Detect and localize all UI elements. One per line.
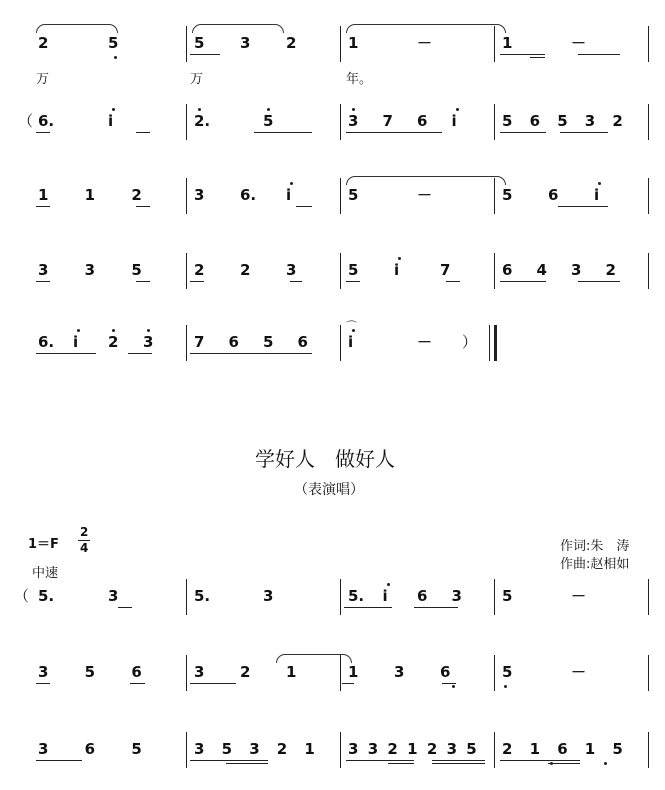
note: 2	[108, 333, 119, 351]
note: 5	[502, 587, 513, 605]
lyricist-credit: 作词:朱 涛	[560, 539, 630, 554]
close-paren-intro: ）	[462, 333, 478, 351]
note: 6	[502, 261, 513, 279]
high-octave-dot	[290, 182, 293, 185]
note: 1	[304, 740, 315, 758]
bar-line	[186, 253, 187, 289]
high-octave-dot	[352, 108, 355, 111]
beam-underline	[190, 54, 220, 55]
low-octave-dot	[504, 685, 507, 688]
bar-line	[340, 104, 341, 140]
note: 6	[440, 663, 451, 681]
note: 1	[348, 34, 359, 52]
bar-line	[648, 26, 649, 62]
dash-note: －	[417, 34, 433, 52]
bar-line	[494, 732, 495, 768]
note: 3	[240, 34, 251, 52]
note: 3	[451, 587, 462, 605]
bar-line	[648, 104, 649, 140]
note: 2	[426, 740, 438, 758]
note: 5	[348, 261, 359, 279]
beam-underline	[36, 760, 82, 761]
bar-line	[494, 104, 495, 140]
beam-underline	[136, 132, 150, 133]
beam-underline	[530, 54, 545, 55]
bar-line	[186, 26, 187, 62]
beam-underline	[342, 683, 354, 684]
low-octave-dot	[550, 762, 553, 765]
bar-line	[186, 178, 187, 214]
beam-underline	[190, 353, 312, 354]
note: i	[394, 261, 400, 279]
high-octave-dot	[198, 108, 201, 111]
beam-underline	[558, 206, 608, 207]
note: 5	[221, 740, 233, 758]
note: 3	[584, 112, 596, 130]
bar-line	[186, 732, 187, 768]
note: 5	[194, 34, 205, 52]
beam-underline	[500, 281, 546, 282]
time-signature-bottom: 4	[80, 541, 89, 555]
high-octave-dot	[112, 108, 115, 111]
note: 6	[417, 587, 428, 605]
bar-line	[494, 579, 495, 615]
beam-underline-double	[226, 763, 268, 764]
note: 5.	[348, 587, 365, 605]
bar-line	[648, 655, 649, 691]
high-octave-dot	[456, 108, 459, 111]
note: 5	[557, 112, 568, 130]
beam-underline	[190, 683, 236, 684]
note: 5	[466, 740, 477, 758]
note: 2	[240, 663, 251, 681]
note: 7	[440, 261, 451, 279]
bar-line	[648, 178, 649, 214]
beam-underline	[36, 353, 96, 354]
beam-underline-double	[388, 763, 414, 764]
note: 3	[249, 740, 260, 758]
note: 6.	[38, 333, 55, 351]
low-octave-dot	[604, 762, 607, 765]
note: i	[108, 112, 114, 130]
note: 3	[38, 261, 49, 279]
bar-line	[340, 579, 341, 615]
note: 1	[407, 740, 418, 758]
note: 5	[84, 663, 96, 681]
beam-underline	[344, 607, 392, 608]
note: 3	[108, 587, 119, 605]
note: i	[594, 186, 600, 204]
note: 5	[502, 186, 513, 204]
beam-underline	[446, 281, 460, 282]
note: 3	[143, 333, 154, 351]
beam-underline	[560, 132, 608, 133]
dash-note: －	[571, 663, 587, 681]
bar-line	[186, 579, 187, 615]
note: 5	[131, 261, 142, 279]
note: 2	[131, 186, 142, 204]
bar-line	[340, 253, 341, 289]
high-octave-dot	[112, 329, 115, 332]
note: 5	[108, 34, 119, 52]
note: 3	[194, 186, 205, 204]
note: 3	[367, 740, 379, 758]
beam-underline	[346, 281, 360, 282]
bar-line	[186, 655, 187, 691]
note: i	[451, 112, 457, 130]
dash-note: －	[417, 333, 433, 351]
note: 4	[536, 261, 547, 279]
note: 1	[286, 663, 297, 681]
note: 3	[38, 740, 49, 758]
note: 5	[263, 333, 274, 351]
note: 5	[348, 186, 359, 204]
beam-underline	[190, 281, 204, 282]
beam-underline	[118, 607, 132, 608]
slur	[276, 654, 352, 663]
open-paren-verse: （	[14, 587, 30, 605]
bar-line	[340, 325, 341, 361]
note: 2	[612, 112, 623, 130]
high-octave-dot	[398, 257, 401, 260]
open-paren-intro: （	[18, 112, 34, 130]
note: 3	[194, 740, 205, 758]
note: 2	[276, 740, 288, 758]
bar-line	[340, 732, 341, 768]
dash-note: －	[571, 34, 587, 52]
slur	[346, 176, 506, 185]
note: 3	[348, 112, 359, 130]
note: 3	[84, 261, 96, 279]
low-octave-dot	[452, 685, 455, 688]
note: 5.	[194, 587, 211, 605]
beam-underline	[128, 353, 152, 354]
lyric-3: 年。	[346, 72, 373, 87]
key-signature: 1＝F	[28, 537, 59, 552]
beam-underline	[36, 206, 50, 207]
note: 2	[38, 34, 49, 52]
beam-underline	[432, 760, 485, 761]
note: 3	[38, 663, 49, 681]
beam-underline	[136, 281, 150, 282]
note: 2	[194, 261, 205, 279]
beam-underline	[500, 760, 580, 761]
note: 3	[263, 587, 274, 605]
high-octave-dot	[267, 108, 270, 111]
song-subtitle: （表演唱）	[294, 482, 364, 498]
note: 2.	[194, 112, 211, 130]
bar-line	[494, 325, 497, 361]
note: 5.	[38, 587, 55, 605]
note: i	[286, 186, 292, 204]
bar-line	[494, 655, 495, 691]
note: i	[382, 587, 388, 605]
note: 6	[84, 740, 96, 758]
note: 2	[387, 740, 398, 758]
note: 5	[502, 112, 513, 130]
note: 5	[612, 740, 623, 758]
tempo-mark: 中速	[32, 566, 59, 581]
bar-line	[340, 178, 341, 214]
note: i	[73, 333, 79, 351]
note: 5	[263, 112, 274, 130]
beam-underline	[136, 206, 150, 207]
note: 6	[557, 740, 568, 758]
beam-underline	[346, 132, 442, 133]
slur	[346, 24, 506, 33]
note: 6	[417, 112, 428, 130]
beam-underline	[36, 281, 50, 282]
beam-underline	[442, 683, 456, 684]
beam-underline	[290, 281, 302, 282]
final-bar-line	[489, 325, 490, 361]
note: 6.	[38, 112, 55, 130]
composer-credit: 作曲:赵相如	[560, 557, 630, 572]
note: 3	[348, 740, 359, 758]
note: 7	[194, 333, 205, 351]
note: 1	[38, 186, 49, 204]
note: 3	[286, 261, 297, 279]
bar-line	[186, 104, 187, 140]
beam-underline-double	[432, 763, 485, 764]
lyric-1: 万	[36, 72, 50, 87]
note: 6	[548, 186, 559, 204]
beam-underline	[254, 132, 312, 133]
note: 5	[131, 740, 142, 758]
note: 6	[131, 663, 142, 681]
beam-underline	[578, 54, 620, 55]
bar-line	[648, 732, 649, 768]
bar-line	[648, 579, 649, 615]
beam-underline	[296, 206, 312, 207]
bar-line	[340, 26, 341, 62]
high-octave-dot	[77, 329, 80, 332]
note: 6	[529, 112, 541, 130]
song-title: 学好人 做好人	[255, 447, 395, 471]
note: i	[348, 333, 354, 351]
high-octave-dot	[598, 182, 601, 185]
note: 1	[529, 740, 541, 758]
note: 6	[297, 333, 308, 351]
beam-underline	[190, 760, 268, 761]
dash-note: －	[571, 587, 587, 605]
note: 1	[84, 186, 96, 204]
beam-underline	[130, 683, 145, 684]
high-octave-dot	[387, 583, 390, 586]
note: 5	[502, 663, 513, 681]
note: 1	[502, 34, 513, 52]
note: 2	[286, 34, 297, 52]
beam-underline	[346, 760, 414, 761]
beam-underline	[578, 281, 620, 282]
note: 7	[382, 112, 393, 130]
note: 6.	[240, 186, 257, 204]
note: 3	[194, 663, 205, 681]
beam-underline	[36, 132, 50, 133]
time-signature-top: 2	[80, 525, 89, 539]
bar-line	[186, 325, 187, 361]
beam-underline	[500, 132, 546, 133]
bar-line	[494, 253, 495, 289]
note: 3	[571, 261, 582, 279]
dash-note: －	[417, 186, 433, 204]
note: 6	[228, 333, 239, 351]
beam-underline	[414, 607, 458, 608]
note: 1	[348, 663, 359, 681]
note: 2	[605, 261, 616, 279]
slur	[192, 24, 284, 33]
low-octave-dot	[114, 56, 117, 59]
note: 2	[502, 740, 513, 758]
beam-underline-double	[530, 57, 545, 58]
lyric-2: 万	[190, 72, 204, 87]
note: 2	[240, 261, 251, 279]
slur	[36, 24, 118, 33]
high-octave-dot	[147, 329, 150, 332]
bar-line	[648, 253, 649, 289]
note: 3	[446, 740, 457, 758]
note: 1	[584, 740, 596, 758]
beam-underline	[36, 683, 50, 684]
fermata-icon: ⌒	[346, 320, 357, 333]
note: 3	[394, 663, 405, 681]
